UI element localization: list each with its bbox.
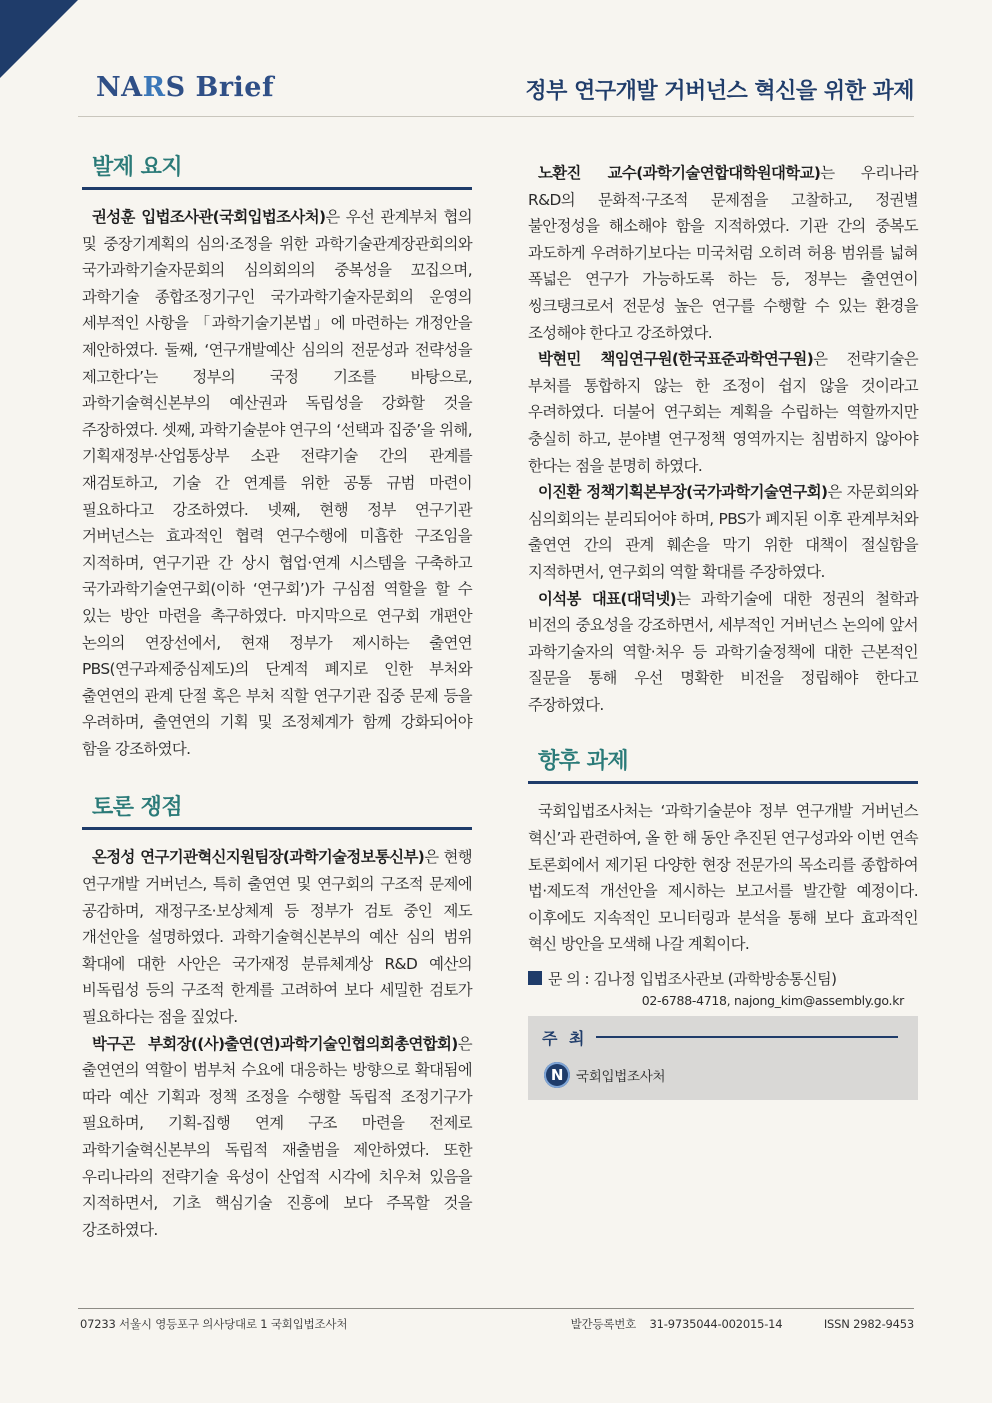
nars-brief-logo: NARS Brief bbox=[96, 72, 275, 103]
contact-person: 김나정 입법조사관보 (과학방송통신팀) bbox=[593, 970, 837, 989]
host-rule bbox=[596, 1036, 898, 1038]
page-header bbox=[0, 62, 992, 118]
contact-info: 문 의 : 김나정 입법조사관보 (과학방송통신팀) 02-6788-4718, najong_kim@assembly.go.kr bbox=[528, 968, 918, 1008]
section-rule bbox=[82, 187, 472, 190]
footer-divider bbox=[78, 1308, 914, 1309]
debate-paragraph-4: 박현민 책임연구원(한국표준과학연구원)은 전략기술은 부처를 통합하지 않는 한 조정이 쉽지 않을 것이라고 우려하였다. 더불어 연구회는 계획을 수립하는 역할까지만 충실히 하고, 분야별 연구정책 영역까지는 침범하지 않아야 한다는 점을 분명히 하였다. bbox=[528, 350, 918, 475]
footer-address: 07233 서울시 영등포구 의사당대로 1 국회입법조사처 bbox=[80, 1317, 348, 1331]
host-box bbox=[528, 1016, 918, 1100]
left-column bbox=[82, 150, 472, 1243]
debate-paragraph-3: 노환진 교수(과학기술연합대학원대학교)는 우리나라 R&D의 문화적·구조적 문제점을 고찰하고, 정권별 불안정성을 해소해야 함을 지적하였다. 기관 간의 중복도 과도하게 우려하기보다는 미국처럼 오히려 허용 범위를 넓혀 폭넓은 연구가 가능하도록 하는 등, 정부는 출연연이 씽크탱크로서 전문성 높은 연구를 수행할 수 있는 환경을 조성해야 한다고 강조하였다. bbox=[528, 164, 918, 342]
right-column bbox=[528, 160, 918, 1100]
section-heading-summary: 발제 요지 bbox=[82, 150, 472, 190]
section-rule bbox=[528, 781, 918, 784]
section-heading-debate: 토론 쟁점 bbox=[82, 790, 472, 830]
debate-paragraph-5: 이진환 정책기획본부장(국가과학기술연구회)은 자문회의와 심의회의는 분리되어야 하며, PBS가 폐지된 이후 관계부처와 출연연 간의 관계 훼손을 막기 위한 대책이 절실함을 지적하면서, 연구회의 역할 확대를 주장하였다. bbox=[528, 483, 918, 581]
section-rule bbox=[82, 827, 472, 830]
square-bullet-icon bbox=[528, 971, 542, 985]
debate-paragraph-1: 온정성 연구기관혁신지원팀장(과학기술정보통신부)은 현행 연구개발 거버넌스, 특히 출연연 및 연구회의 구조적 문제에 공감하며, 재정구조·보상체계 등 정부가 검토 중인 제도 개선안을 설명하였다. 과학기술혁신본부의 예산 심의 범위 확대에 대한 사안은 국가재정 분류체계상 R&D 예산의 비독립성 등의 구조적 한계를 고려하여 보다 세밀한 검토가 필요하다는 점을 짚었다. bbox=[82, 848, 472, 1027]
host-org: N 국회입법조사처 bbox=[544, 1062, 665, 1088]
page-title: 정부 연구개발 거버넌스 혁신을 위한 과제 bbox=[525, 79, 914, 104]
assembly-seal-icon: N bbox=[544, 1062, 570, 1088]
debate-paragraph-6: 이석봉 대표(대덕넷)는 과학기술에 대한 정권의 철학과 비전의 중요성을 강조하면서, 세부적인 거버넌스 논의에 앞서 과학기술자의 역할·처우 등 과학기술정책에 대한 근본적인 질문을 통해 우선 명확한 비전을 정립해야 한다고 주장하였다. bbox=[528, 589, 918, 714]
footer-registration: 발간등록번호 31-9735044-002015-14 ISSN 2982-9453 bbox=[570, 1317, 914, 1331]
debate-paragraph-2: 박구곤 부회장((사)출연(연)과학기술인협의회총연합회)은 출연연의 역할이 범부처 수요에 대응하는 방향으로 확대됨에 따라 예산 기획과 정책 조정을 수행할 독립적 조정기구가 필요하며, 기획-집행 연계 구조 마련을 전제로 과학기술혁신본부의 독립적 재출범을 제안하였다. 또한 우리나라의 전략기술 육성이 산업적 시각에 치우쳐 있음을 지적하면서, 기초 핵심기술 진흥에 보다 주목할 것을 강조하였다. bbox=[82, 1034, 472, 1239]
summary-paragraph: 권성훈 입법조사관(국회입법조사처)은 우선 관계부처 협의 및 중장기계획의 심의·조정을 위한 과학기술관계장관회의와 국가과학기술자문회의 심의회의의 중복성을 꼬집으며, 과학기술 종합조정기구인 국가과학기술자문회의 운영의 세부적인 사항을 「과학기술기본법」에 마련하는 개정안을 제안하였다. 둘째, ‘연구개발예산 심의의 전문성과 전략성을 제고한다’는 정부의 국정 기조를 바탕으로, 과학기술혁신본부의 예산권과 독립성을 강화할 것을 주장하였다. 셋째, 과학기술분야 연구의 ‘선택과 집중’을 위해, 기획재정부·산업통상부 소관 전략기술 간의 관계를 재검토하고, 기술 간 연계를 위한 공통 규범 마련이 필요하다고 강조하였다. 넷째, 현행 정부 연구기관 거버넌스는 효과적인 협력 연구수행에 미흡한 구조임을 지적하며, 연구기관 간 상시 협업·연계 시스템을 구축하고 국가과학기술연구회(이하 ‘연구회’)가 구심점 역할을 할 수 있는 방안 마련을 촉구하였다. 마지막으로 연구회 개편안 논의의 연장선에서, 현재 정부가 제시하는 출연연 PBS(연구과제중심제도)의 단계적 폐지로 인한 부처와 출연연의 관계 단절 혹은 부처 직할 연구기관 집중 문제 등을 우려하며, 출연연의 기획 및 조정체계가 함께 강화되어야 함을 강조하였다. bbox=[82, 208, 472, 758]
future-paragraph: 국회입법조사처는 ‘과학기술분야 정부 연구개발 거버넌스 혁신’과 관련하여, 올 한 해 동안 추진된 연구성과와 이번 연속 토론회에서 제기된 다양한 현장 전문가의 목소리를 종합하여 법·제도적 개선안을 제시하는 보고서를 발간할 예정이다. 이후에도 지속적인 모니터링과 분석을 통해 보다 효과적인 혁신 방안을 모색해 나갈 계획이다. bbox=[528, 802, 918, 954]
contact-details: 02-6788-4718, najong_kim@assembly.go.kr bbox=[641, 993, 904, 1009]
section-heading-future: 향후 과제 bbox=[528, 744, 918, 784]
host-label: 주 최 bbox=[542, 1029, 588, 1049]
header-divider bbox=[78, 116, 914, 117]
